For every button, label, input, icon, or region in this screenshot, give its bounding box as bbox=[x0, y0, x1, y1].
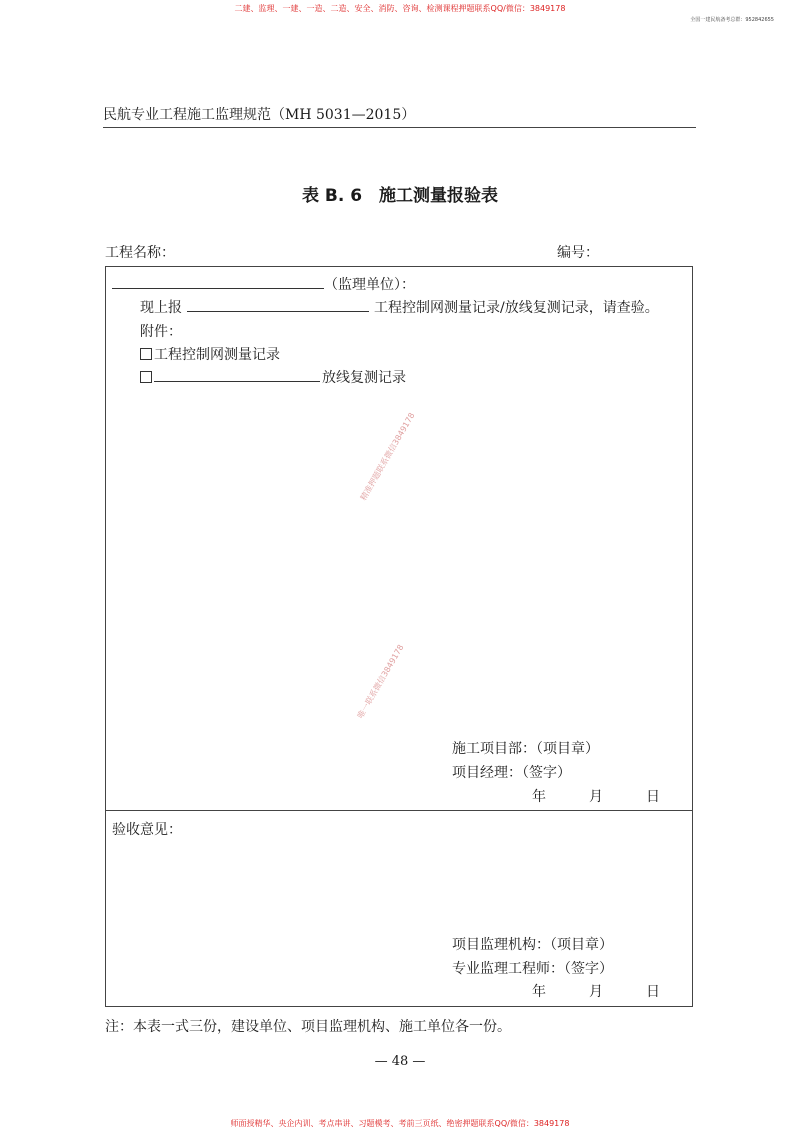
attachment-2-blank[interactable] bbox=[154, 369, 320, 382]
date-year-2: 年 bbox=[532, 984, 546, 1000]
top-banner: 二建、监理、一建、一造、二造、安全、消防、咨询、检测课程押题联系QQ/微信：3849178 bbox=[234, 4, 566, 13]
spec-header: 民航专业工程施工监理规范（MH 5031—2015） bbox=[103, 107, 416, 123]
project-manager-label: 项目经理：（签字） bbox=[452, 765, 571, 781]
top-right-note: 全国一建民航备考总群：952842655 bbox=[690, 17, 774, 23]
page-number: — 48 — bbox=[374, 1054, 426, 1069]
number-label: 编号： bbox=[557, 245, 599, 261]
project-name-label: 工程名称： bbox=[105, 245, 175, 261]
supervision-unit-line bbox=[112, 276, 415, 294]
acceptance-opinion-label: 验收意见： bbox=[112, 822, 182, 838]
submit-blank[interactable] bbox=[187, 299, 369, 312]
bottom-banner: 师面授精华、央企内训、考点串讲、习题模考、考前三页纸、绝密押题联系QQ/微信：3849178 bbox=[230, 1119, 570, 1128]
supervision-unit-suffix: （监理单位）： bbox=[324, 277, 415, 293]
date-month-2: 月 bbox=[589, 984, 603, 1000]
attachment-1-label: 工程控制网测量记录 bbox=[154, 347, 280, 363]
attachment-2-checkbox[interactable] bbox=[140, 371, 152, 383]
watermark-1: 精准押题联系微信3849178 bbox=[358, 411, 417, 502]
attachment-item-2 bbox=[140, 369, 406, 387]
supervision-agency-label: 项目监理机构：（项目章） bbox=[452, 937, 613, 953]
table-title: 表 B. 6 施工测量报验表 bbox=[301, 186, 499, 206]
construction-dept-label: 施工项目部：（项目章） bbox=[452, 741, 599, 757]
submit-line bbox=[140, 299, 659, 317]
watermark-2: 唯一联系微信3849178 bbox=[355, 643, 406, 720]
attachment-1-checkbox[interactable] bbox=[140, 348, 152, 360]
attachment-2-label: 放线复测记录 bbox=[322, 370, 406, 386]
attachment-item-1 bbox=[140, 346, 280, 364]
footnote: 注：本表一式三份，建设单位、项目监理机构、施工单位各一份。 bbox=[105, 1019, 511, 1035]
date-year-1: 年 bbox=[532, 789, 546, 805]
supervision-engineer-label: 专业监理工程师：（签字） bbox=[452, 961, 613, 977]
submit-suffix: 工程控制网测量记录/放线复测记录，请查验。 bbox=[374, 300, 659, 316]
date-day-1: 日 bbox=[646, 789, 660, 805]
header-rule bbox=[103, 127, 696, 128]
date-day-2: 日 bbox=[646, 984, 660, 1000]
section-divider bbox=[105, 810, 693, 811]
supervision-unit-blank[interactable] bbox=[112, 276, 324, 289]
submit-prefix: 现上报 bbox=[140, 300, 182, 316]
date-month-1: 月 bbox=[589, 789, 603, 805]
attachments-label: 附件： bbox=[140, 324, 182, 340]
